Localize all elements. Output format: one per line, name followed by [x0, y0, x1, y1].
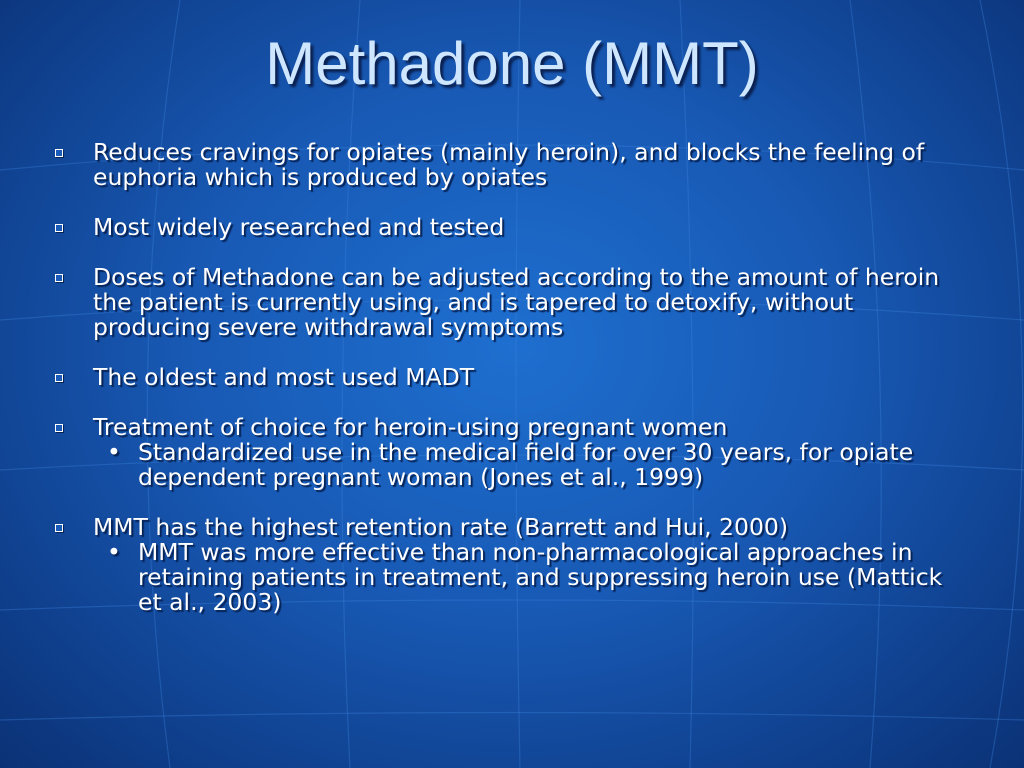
sub-bullet-text: Standardized use in the medical field for over 30 years, for opiate dependent pregnant woman (Jones et al., 1999) — [138, 438, 914, 491]
bullet-item — [52, 415, 972, 440]
bullet-text: Doses of Methadone can be adjusted according to the amount of heroin the patient is currently using, and is tapered to detoxify, without producing severe withdrawal symptoms — [93, 263, 940, 341]
square-bullet-icon — [55, 224, 63, 232]
bullet-text: MMT has the highest retention rate (Barrett and Hui, 2000) — [93, 513, 789, 541]
bullet-item — [52, 265, 972, 340]
square-bullet-icon — [55, 374, 63, 382]
round-bullet-icon: • — [107, 538, 121, 566]
bullet-text: Most widely researched and tested — [93, 213, 505, 241]
round-bullet-icon: • — [107, 438, 121, 466]
bullet-text: Reduces cravings for opiates (mainly heroin), and blocks the feeling of euphoria which is produced by opiates — [93, 138, 925, 191]
square-bullet-icon — [55, 424, 63, 432]
sub-bullet-item — [52, 540, 972, 615]
square-bullet-icon — [55, 524, 63, 532]
bullet-list — [52, 140, 972, 640]
bullet-text: Treatment of choice for heroin-using pregnant women — [93, 413, 728, 441]
sub-bullet-item — [52, 440, 972, 490]
square-bullet-icon — [55, 149, 63, 157]
bullet-item — [52, 215, 972, 240]
sub-bullet-text: MMT was more effective than non-pharmacological approaches in retaining patients in treatment, and suppressing heroin use (Mattick et al., 2003) — [138, 538, 943, 616]
bullet-item — [52, 140, 972, 190]
bullet-group — [52, 515, 972, 615]
bullet-group — [52, 415, 972, 490]
bullet-item — [52, 515, 972, 540]
bullet-item — [52, 365, 972, 390]
bullet-text: The oldest and most used MADT — [93, 363, 475, 391]
slide-title: Methadone (MMT) — [265, 30, 759, 97]
square-bullet-icon — [55, 274, 63, 282]
